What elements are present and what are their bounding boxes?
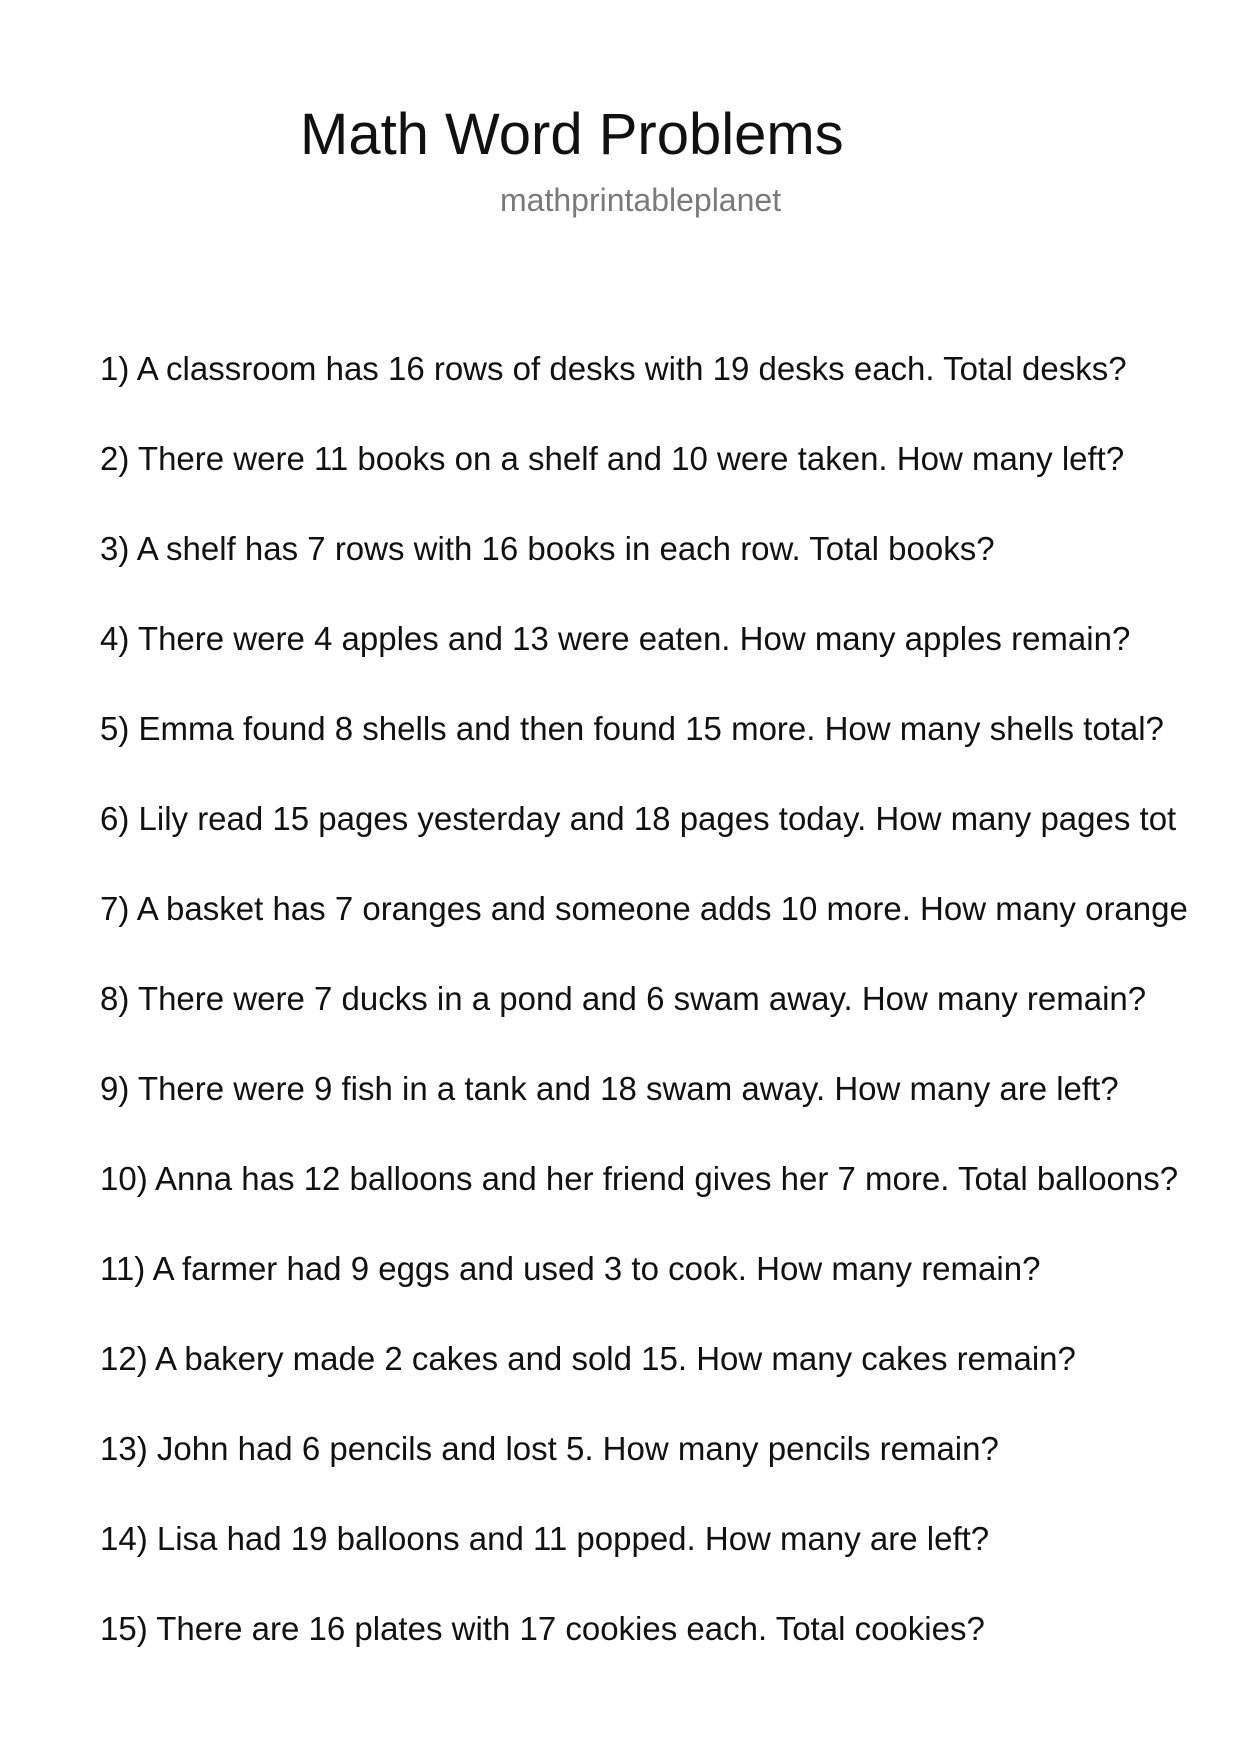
problem-item: 9) There were 9 fish in a tank and 18 swam away. How many are left?: [100, 1070, 1119, 1107]
problem-item: 12) A bakery made 2 cakes and sold 15. How many cakes remain?: [100, 1340, 1076, 1377]
page-title: Math Word Problems: [300, 102, 844, 167]
problem-item: 3) A shelf has 7 rows with 16 books in each row. Total books?: [100, 530, 995, 567]
problem-item: 11) A farmer had 9 eggs and used 3 to cook. How many remain?: [100, 1250, 1041, 1287]
page-subtitle: mathprintableplanet: [500, 182, 782, 218]
problem-item: 4) There were 4 apples and 13 were eaten. How many apples remain?: [100, 620, 1131, 657]
problem-item: 10) Anna has 12 balloons and her friend gives her 7 more. Total balloons?: [100, 1160, 1179, 1197]
problem-item: 7) A basket has 7 oranges and someone adds 10 more. How many orange: [100, 890, 1188, 927]
problem-item: 1) A classroom has 16 rows of desks with 19 desks each. Total desks?: [100, 350, 1127, 387]
problem-item: 5) Emma found 8 shells and then found 15 more. How many shells total?: [100, 710, 1164, 747]
problem-list: [100, 348, 1240, 1698]
problem-item: 14) Lisa had 19 balloons and 11 popped. How many are left?: [100, 1520, 990, 1557]
problem-item: 2) There were 11 books on a shelf and 10 were taken. How many left?: [100, 440, 1125, 477]
problem-item: 13) John had 6 pencils and lost 5. How many pencils remain?: [100, 1430, 999, 1467]
problem-item: 6) Lily read 15 pages yesterday and 18 pages today. How many pages tot: [100, 800, 1177, 837]
problem-item: 8) There were 7 ducks in a pond and 6 swam away. How many remain?: [100, 980, 1147, 1017]
problem-item: 15) There are 16 plates with 17 cookies each. Total cookies?: [100, 1610, 985, 1647]
